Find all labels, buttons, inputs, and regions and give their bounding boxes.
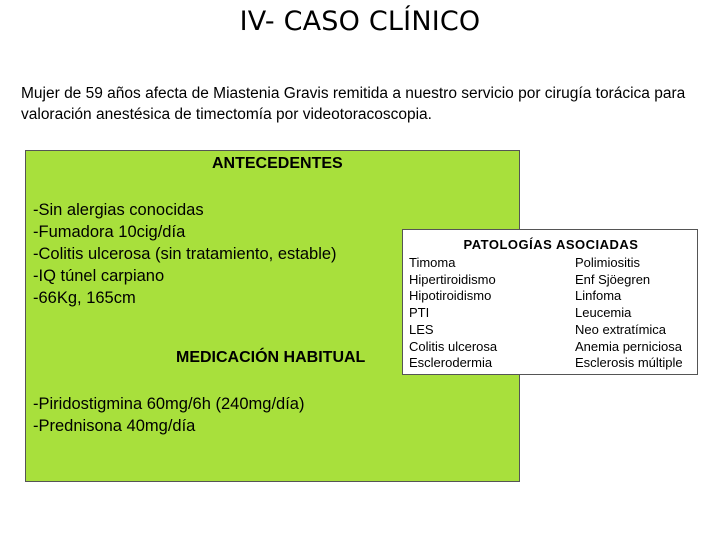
patologias-left-list [409,255,497,372]
list-item: Timoma [409,255,456,270]
list-item: -IQ túnel carpiano [33,267,165,285]
list-item: Hipertiroidismo [409,271,496,287]
patologias-heading: PATOLOGÍAS ASOCIADAS [463,237,639,252]
list-item: Hipotiroidismo [409,288,492,304]
list-item: Leucemia [575,305,632,321]
slide-title: IV- CASO CLÍNICO [239,6,481,37]
list-item: Esclerodermia [409,355,493,371]
list-item: Esclerosis múltiple [575,355,683,371]
list-item: -Colitis ulcerosa (sin tratamiento, estable) [33,245,337,263]
list-item: PTI [409,305,430,321]
list-item: -66Kg, 165cm [33,289,136,307]
list-item: -Piridostigmina 60mg/6h (240mg/día) [33,395,305,413]
medicacion-list [33,393,304,437]
list-item: Neo extratímica [575,321,667,337]
list-item: Enf Sjöegren [575,271,651,287]
medicacion-heading: MEDICACIÓN HABITUAL [176,349,366,366]
list-item: -Sin alergias conocidas [33,201,204,219]
patologias-right-list [575,255,683,372]
list-item: -Fumadora 10cig/día [33,223,186,241]
list-item: Polimiositis [575,255,641,270]
patologias-panel [402,229,698,375]
list-item: LES [409,321,434,337]
antecedentes-list [33,199,337,309]
list-item: Colitis ulcerosa [409,338,498,354]
list-item: Linfoma [575,288,622,304]
list-item: -Prednisona 40mg/día [33,417,196,435]
intro-paragraph: Mujer de 59 años afecta de Miastenia Gravis remitida a nuestro servicio por cirugía torácica para valoración anestésica de timectomía por videotoracoscopia. [21,85,686,123]
list-item: Anemia perniciosa [575,338,682,354]
antecedentes-heading: ANTECEDENTES [212,155,343,172]
